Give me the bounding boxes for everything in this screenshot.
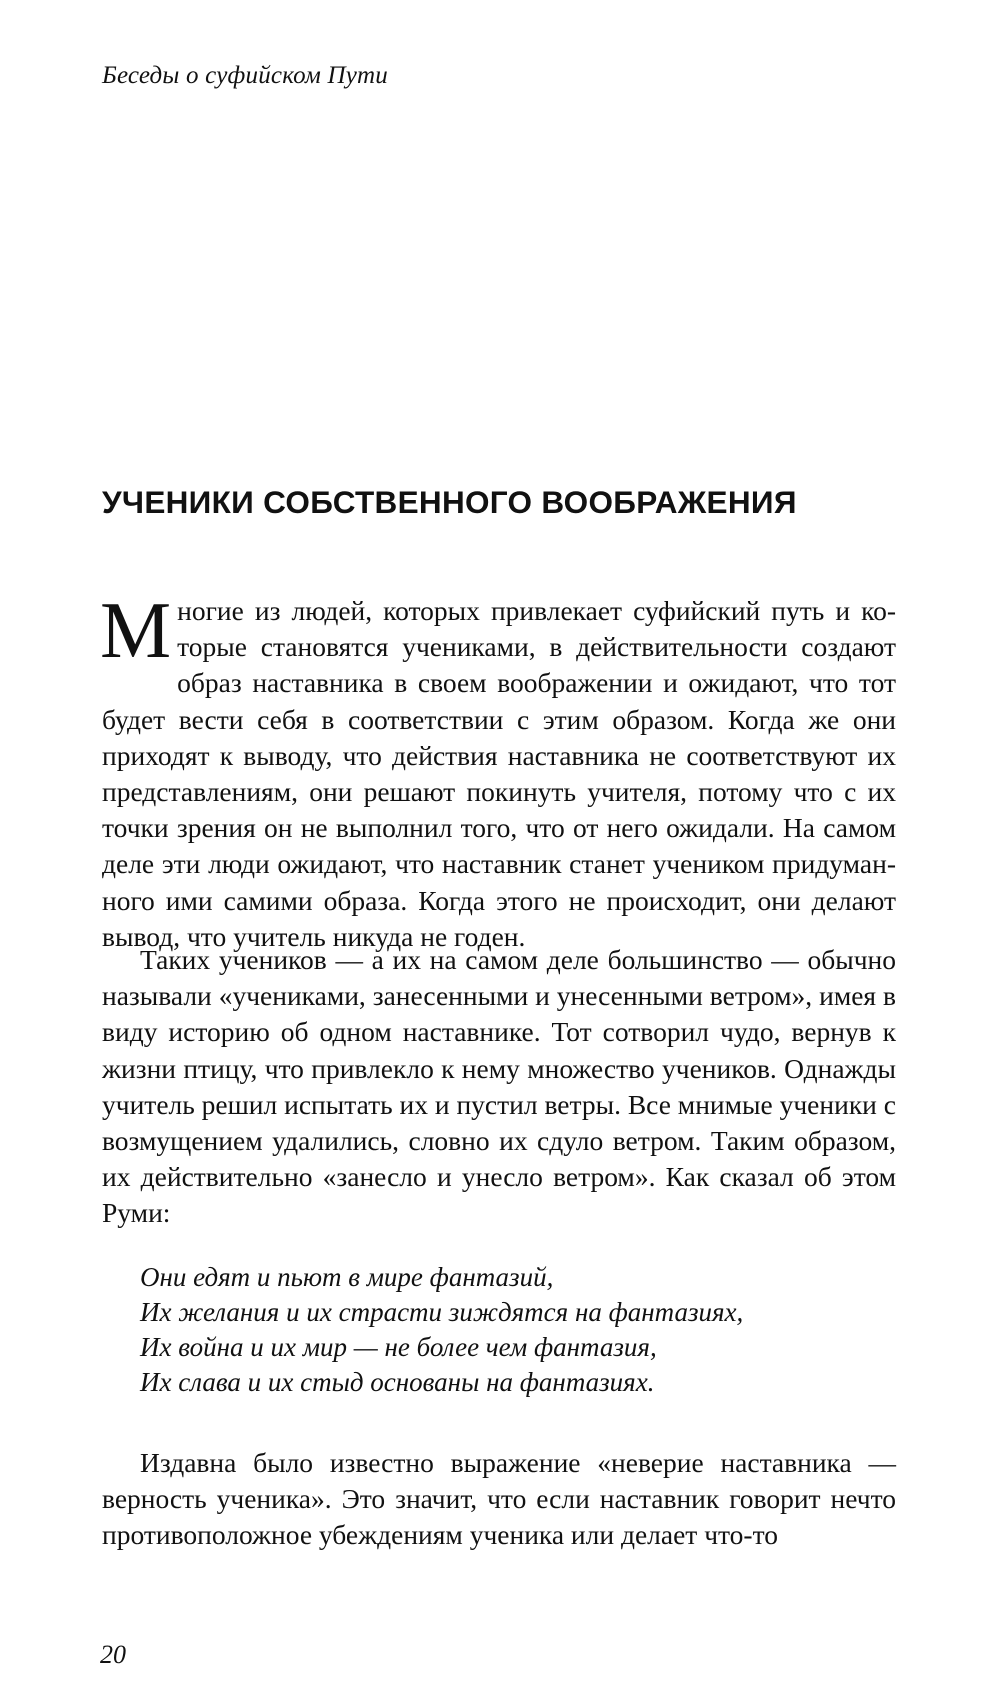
paragraph-3-text: Издавна было известно выражение «неверие наставника — верность ученика». Это значит, что если наставник говорит нечто противоположное убеждениям ученика или делает что-то [102,1447,896,1551]
poem-line: Они едят и пьют в мире фантазий, [140,1262,554,1292]
paragraph-3 [102,1445,896,1554]
poem-quote [140,1260,743,1400]
chapter-title: УЧЕНИКИ СОБСТВЕННОГО ВООБРАЖЕНИЯ [102,484,797,520]
paragraph-2-text: Таких учеников — а их на самом деле большинство — обычно называли «учениками, занесенными и унесенными ветром», имея в виду историю об одном наставнике. Тот сотворил чудо, вернув к жизни птицу, что привлекло к нему множество учеников. Однажды учитель решил испытать их и пустил ветры. Все мнимые ученики с возмущением удалились, словно их сдуло ветром. Таким образом, их действительно «занесло и унесло ветром». Как сказал об этом Руми: [102,944,896,1229]
poem-line: Их желания и их страсти зиждятся на фантазиях, [140,1297,744,1327]
paragraph-1 [100,587,896,955]
paragraph-1-text: ногие из людей, которых привлекает суфийский путь и которые становятся учениками, в действительности создают образ наставника в своем воображении и ожидают, что тот будет вести себя в соответствии с этим образом. Когда же они приходят к выводу, что действия наставника не соответствуют их представлениям, они решают покинуть учителя, потому что с их точки зрения он не выполнил того, что от него ожидали. На самом деле эти люди ожидают, что наставник станет учеником придуманного ими самими образа. Когда этого не происходит, они делают вывод, что учитель никуда не годен. [102,595,896,952]
paragraph-2 [102,942,896,1232]
running-head: Беседы о суфийском Пути [102,62,388,89]
drop-cap: М [100,587,172,675]
page-number: 20 [100,1640,126,1669]
poem-line: Их слава и их стыд основаны на фантазиях. [140,1367,655,1397]
poem-line: Их война и их мир — не более чем фантазия, [140,1332,657,1362]
